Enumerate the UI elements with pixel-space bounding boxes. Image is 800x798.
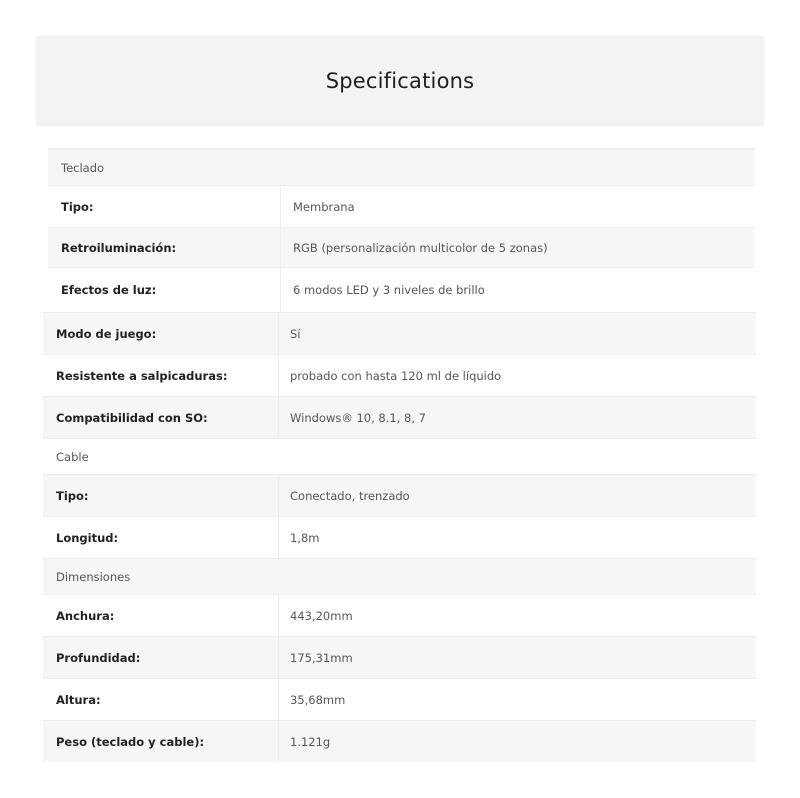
section-cable	[43, 438, 756, 474]
spec-value: 175,31mm	[290, 650, 353, 665]
specifications-header	[36, 36, 764, 126]
table-row	[43, 594, 756, 636]
table-row	[43, 678, 756, 720]
column-divider	[280, 268, 281, 312]
spec-label: Profundidad:	[56, 650, 141, 665]
spec-label: Efectos de luz:	[61, 283, 157, 297]
spec-value: 1.121g	[290, 734, 331, 749]
spec-label: Retroiluminación:	[61, 240, 177, 255]
table-row	[48, 185, 754, 227]
spec-label: Tipo:	[56, 488, 89, 503]
column-divider	[280, 228, 281, 267]
spec-label: Longitud:	[56, 530, 119, 545]
spec-value: Conectado, trenzado	[290, 488, 410, 503]
spec-label: Anchura:	[56, 608, 115, 623]
spec-label: Altura:	[56, 692, 101, 707]
spec-value: Sí	[290, 326, 301, 341]
table-row	[43, 720, 756, 762]
column-divider	[278, 595, 279, 636]
table-row	[43, 354, 756, 396]
table-row	[43, 474, 756, 516]
table-row	[43, 516, 756, 558]
section-label: Cable	[56, 449, 89, 464]
spec-value: Membrana	[293, 199, 355, 214]
spec-value: 443,20mm	[290, 608, 353, 623]
spec-label: Peso (teclado y cable):	[56, 734, 205, 749]
spec-value: Windows® 10, 8.1, 8, 7	[290, 410, 426, 425]
section-teclado	[48, 149, 754, 185]
spec-label: Compatibilidad con SO:	[56, 410, 208, 425]
column-divider	[278, 679, 279, 720]
spec-value: probado con hasta 120 ml de líquido	[290, 368, 502, 383]
column-divider	[278, 517, 279, 558]
spec-label: Modo de juego:	[56, 326, 157, 341]
table-row	[48, 267, 754, 312]
table-row	[43, 312, 756, 354]
column-divider	[278, 313, 279, 354]
section-label: Dimensiones	[56, 569, 131, 584]
section-label: Teclado	[61, 160, 105, 175]
column-divider	[278, 355, 279, 396]
table-row	[48, 227, 754, 267]
table-row	[43, 396, 756, 438]
table-row	[43, 636, 756, 678]
spec-value: RGB (personalización multicolor de 5 zonas)	[293, 240, 548, 255]
spec-value: 35,68mm	[290, 692, 346, 707]
column-divider	[278, 721, 279, 762]
page-title: Specifications	[325, 69, 475, 93]
spec-label: Tipo:	[61, 199, 94, 214]
column-divider	[278, 637, 279, 678]
spec-value: 1,8m	[290, 530, 320, 545]
section-dimensiones	[43, 558, 756, 594]
column-divider	[278, 475, 279, 516]
spec-label: Resistente a salpicaduras:	[56, 368, 228, 383]
spec-value: 6 modos LED y 3 niveles de brillo	[293, 283, 485, 297]
column-divider	[278, 397, 279, 438]
column-divider	[280, 186, 281, 227]
